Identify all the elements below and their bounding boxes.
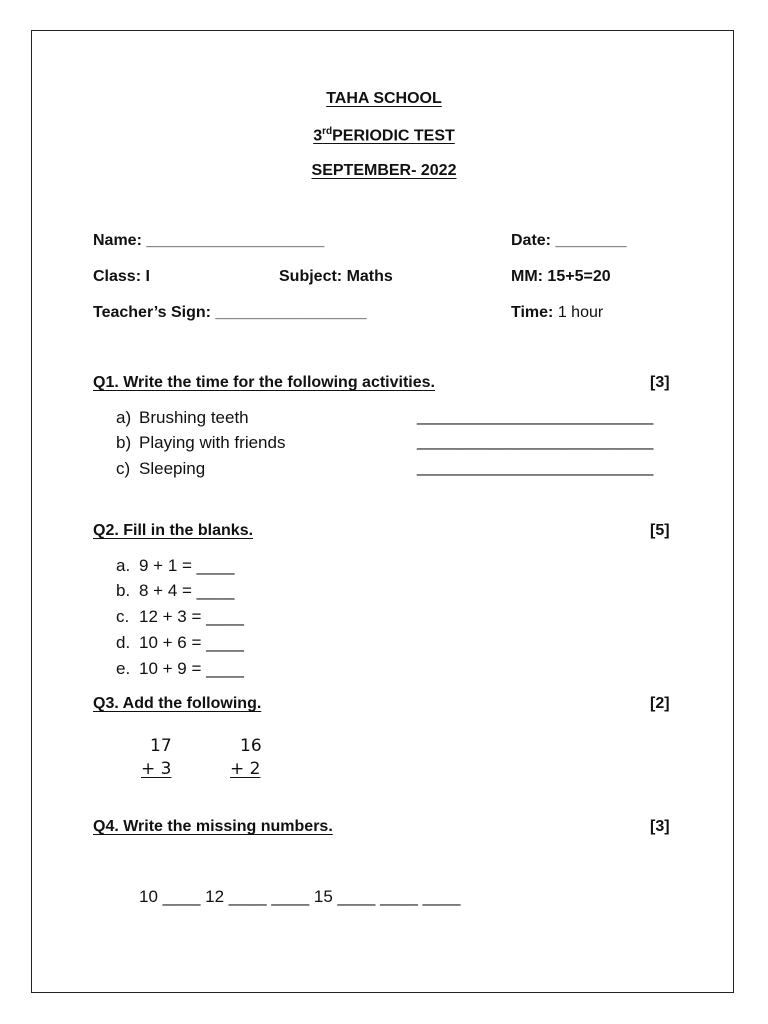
q3-sum-bottom: + 2 [230, 759, 261, 779]
q3-sum-top: 17 [150, 736, 172, 756]
q2-marks: [5] [650, 522, 670, 539]
time-label: Time: [511, 304, 558, 321]
subject-field: Subject: Maths [279, 268, 393, 285]
q3-sum-bottom: + 3 [141, 759, 172, 779]
q4-marks: [3] [650, 818, 670, 835]
q2-title: Q2. Fill in the blanks. [93, 522, 254, 539]
q1-item-blank: _________________________ [417, 431, 654, 450]
q2-item-text: 10 + 6 = ____ [139, 633, 244, 652]
q1-title: Q1. Write the time for the following activities. [93, 374, 435, 391]
q2-item-marker: d. [116, 633, 131, 652]
test-name: PERIODIC TEST [332, 127, 455, 145]
q4-title: Q4. Write the missing numbers. [93, 818, 333, 835]
q2-item-text: 10 + 9 = ____ [139, 659, 244, 678]
q2-item-marker: a. [116, 556, 131, 575]
q1-marks: [3] [650, 374, 670, 391]
school-name: TAHA SCHOOL [326, 90, 442, 107]
test-number: 3 [313, 127, 323, 145]
test-title [0, 126, 768, 145]
class-field: Class: I [93, 268, 150, 285]
q2-item-marker: e. [116, 659, 131, 678]
q2-item-text: 12 + 3 = ____ [139, 607, 244, 626]
q2-item-text: 8 + 4 = ____ [139, 581, 235, 600]
time-value: 1 hour [557, 304, 604, 321]
q1-item-blank: _________________________ [417, 406, 654, 425]
q3-sum-top: 16 [240, 736, 262, 756]
q1-item-marker: b) [116, 433, 132, 452]
q1-item-marker: c) [116, 459, 131, 478]
q3-marks: [2] [650, 695, 670, 712]
q2-item-marker: b. [116, 581, 131, 600]
test-month: SEPTEMBER- 2022 [311, 162, 457, 179]
date-field: Date: ________ [511, 232, 627, 249]
q1-item-text: Brushing teeth [139, 408, 249, 427]
time-field [511, 304, 603, 322]
q1-item-text: Sleeping [139, 459, 206, 478]
q1-item-text: Playing with friends [139, 433, 286, 452]
max-marks-field: MM: 15+5=20 [511, 268, 611, 285]
name-field: Name: ____________________ [93, 232, 325, 249]
q4-sequence: 10 ____ 12 ____ ____ 15 ____ ____ ____ [139, 887, 461, 906]
q2-item-marker: c. [116, 607, 130, 626]
test-ordinal: rd [322, 126, 333, 137]
q1-item-marker: a) [116, 408, 132, 427]
q2-item-text: 9 + 1 = ____ [139, 556, 235, 575]
q1-item-blank: _________________________ [417, 457, 654, 476]
teacher-sign-field: Teacher’s Sign: _________________ [93, 304, 367, 321]
q3-title: Q3. Add the following. [93, 695, 262, 712]
